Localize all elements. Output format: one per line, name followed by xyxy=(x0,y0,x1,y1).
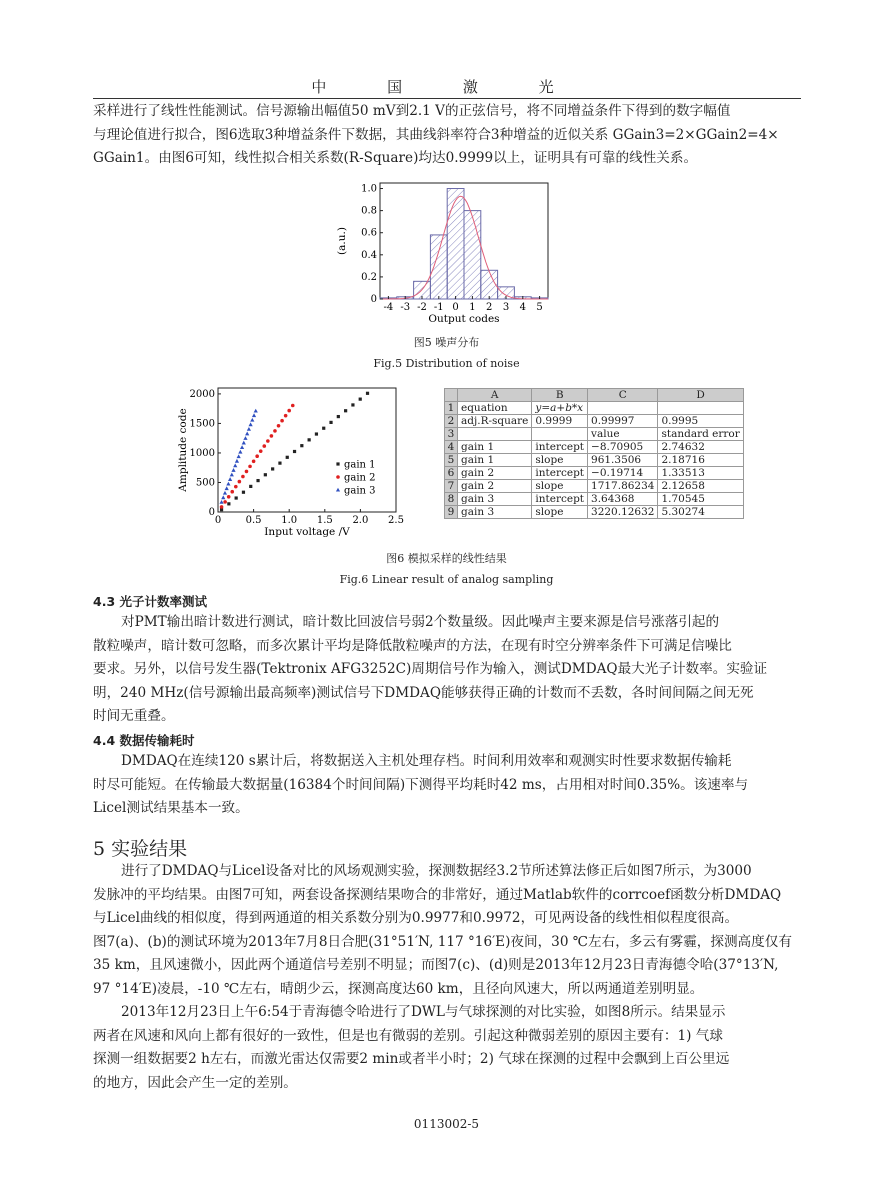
table-cell: intercept xyxy=(532,493,588,506)
legend-label: gain 2 xyxy=(344,472,376,484)
x-tick-label: -2 xyxy=(417,302,427,313)
table-cell: slope xyxy=(532,506,588,519)
table-cell: gain 2 xyxy=(458,480,532,493)
row-header: 7 xyxy=(445,480,458,493)
table-cell xyxy=(458,428,532,441)
table-row xyxy=(445,480,744,493)
text-line: 探测一组数据要2 h左右，而激光雷达仅需要2 min或者半小时；2) 气球在探测的过程中会飘到上百公里远 xyxy=(93,1051,730,1067)
histogram-bar xyxy=(430,235,447,299)
fig6-table xyxy=(444,388,744,519)
table-cell: 1.33513 xyxy=(658,467,743,480)
table-cell: gain 3 xyxy=(458,506,532,519)
table-cell: adj.R-square xyxy=(458,415,532,428)
data-point xyxy=(266,439,270,443)
y-tick-label: 0.8 xyxy=(361,205,377,217)
table-cell: intercept xyxy=(532,441,588,454)
data-point xyxy=(308,438,311,441)
section-5-heading: 5 实验结果 xyxy=(93,838,188,860)
data-point xyxy=(259,449,263,453)
data-point xyxy=(235,459,239,463)
text-line: 散粒噪声，暗计数可忽略，而多次累计平均是降低散粒噪声的方法，在现有时空分辨率条件下可满足信噪比 xyxy=(93,637,732,654)
data-point xyxy=(249,422,253,426)
table-cell: intercept xyxy=(532,467,588,480)
text-line: 要求。另外，以信号发生器(Tektronix AFG3252C)周期信号作为输入，测试DMDAQ最大光子计数率。实验证 xyxy=(93,661,768,677)
text-line: 明，240 MHz(信号源输出最高频率)测试信号下DMDAQ能够获得正确的计数而不丢数，各时间间隔之间无死 xyxy=(93,684,754,701)
x-tick-label: 2.5 xyxy=(388,515,404,526)
section-5-paragraph-2 xyxy=(93,1001,801,1095)
x-tick-label: -4 xyxy=(383,302,394,313)
journal-header: 中 国 激 光 xyxy=(311,78,582,96)
x-tick-label: -3 xyxy=(400,302,411,313)
fig5-histogram xyxy=(330,175,570,330)
table-cell: gain 1 xyxy=(458,441,532,454)
data-point xyxy=(250,418,254,422)
table-cell: 3.64368 xyxy=(588,493,658,506)
text-line: 97 °14′E)凌晨，-10 ℃左右，晴朗少云，探测高度达60 km，且径向风速大，所以两通道差别明显。 xyxy=(93,980,704,997)
data-point xyxy=(291,404,295,408)
table-cell xyxy=(532,428,588,441)
text-line: 与Licel曲线的相似度，得到两通道的相关系数分别为0.9977和0.9972，可见两设备的线性相似程度很高。 xyxy=(93,910,739,926)
data-point xyxy=(225,486,229,490)
data-point xyxy=(247,427,251,431)
y-tick-label: 500 xyxy=(195,477,215,489)
table-cell: y=a+b*x xyxy=(532,402,588,415)
x-axis-label: Output codes xyxy=(428,313,500,325)
fig5-caption-en: Fig.5 Distribution of noise xyxy=(373,357,520,370)
histogram-bar xyxy=(447,189,464,299)
y-tick-label: 1500 xyxy=(189,418,215,430)
data-point xyxy=(235,496,238,499)
data-point xyxy=(273,429,277,433)
column-header: D xyxy=(658,389,743,402)
intro-line: GGain1。由图6可知，线性拟合相关系数(R-Square)均达0.9999以上，证明具有可靠的线性关系。 xyxy=(93,150,698,166)
x-tick-label: -1 xyxy=(433,302,444,313)
data-point xyxy=(243,436,247,440)
table-cell: value xyxy=(588,428,658,441)
data-point xyxy=(351,403,354,406)
section-4-4-heading: 4.4 数据传输耗时 xyxy=(93,733,195,748)
histogram-bar xyxy=(464,211,481,299)
column-header: A xyxy=(458,389,532,402)
data-point xyxy=(223,491,227,495)
data-point xyxy=(242,441,246,445)
text-line: 时间无重叠。 xyxy=(93,708,175,724)
data-point xyxy=(248,465,252,469)
table-header-row xyxy=(445,389,744,402)
x-axis-label: Input voltage /V xyxy=(264,526,350,538)
x-tick-label: 2 xyxy=(486,302,493,313)
column-header: C xyxy=(588,389,658,402)
intro-line: 与理论值进行拟合，图6选取3种增益条件下数据，其曲线斜率符合3种增益的近似关系 GGain3=2×GGain2=4× xyxy=(93,126,779,143)
data-point xyxy=(293,450,296,453)
data-point xyxy=(280,419,284,423)
row-header: 3 xyxy=(445,428,458,441)
table-cell: 5.30274 xyxy=(658,506,743,519)
table-row xyxy=(445,467,744,480)
data-point xyxy=(231,468,235,472)
y-tick-label: 0.4 xyxy=(361,249,377,261)
fig6-scatter xyxy=(175,382,415,542)
y-tick-label: 1000 xyxy=(189,447,215,459)
x-tick-label: 0.5 xyxy=(245,515,262,526)
intro-paragraph xyxy=(93,100,801,171)
data-point xyxy=(219,500,223,504)
y-axis-label: (a.u.) xyxy=(336,227,348,255)
data-point xyxy=(256,479,259,482)
row-header: 8 xyxy=(445,493,458,506)
table-row xyxy=(445,454,744,467)
data-point xyxy=(227,495,231,499)
x-tick-label: 1.0 xyxy=(281,515,298,526)
data-point xyxy=(233,463,237,467)
data-point xyxy=(359,398,362,401)
data-point xyxy=(220,505,224,509)
table-row xyxy=(445,415,744,428)
data-point xyxy=(242,491,245,494)
x-tick-label: 3 xyxy=(502,302,510,313)
table-cell: equation xyxy=(458,402,532,415)
y-tick-label: 2000 xyxy=(189,388,215,400)
data-point xyxy=(277,424,281,428)
row-header: 2 xyxy=(445,415,458,428)
data-point xyxy=(230,490,234,494)
data-point xyxy=(344,409,347,412)
table-cell: gain 3 xyxy=(458,493,532,506)
section-4-3-heading: 4.3 光子计数率测试 xyxy=(93,594,207,609)
table-cell: gain 2 xyxy=(458,467,532,480)
data-point xyxy=(287,409,291,413)
data-point xyxy=(255,454,259,458)
section-4-4-paragraph xyxy=(93,750,801,821)
table-cell: 0.9999 xyxy=(532,415,588,428)
table-cell: slope xyxy=(532,480,588,493)
intro-line: 采样进行了线性性能测试。信号源输出幅值50 mV到2.1 V的正弦信号，将不同增益条件下得到的数字幅值 xyxy=(93,103,731,119)
table-cell: 2.74632 xyxy=(658,441,743,454)
table-row xyxy=(445,402,744,415)
x-tick-label: 1 xyxy=(469,302,476,313)
text-line: 两者在风速和风向上都有很好的一致性，但是也有微弱的差别。引起这种微弱差别的原因主要有：1) 气球 xyxy=(93,1027,723,1044)
data-point xyxy=(238,480,242,484)
x-tick-label: 2.0 xyxy=(352,515,369,526)
data-point xyxy=(329,421,332,424)
data-point xyxy=(226,482,230,486)
legend-label: gain 1 xyxy=(344,459,376,471)
y-axis-label: Amplitude code xyxy=(177,408,189,492)
table-cell: 0.99997 xyxy=(588,415,658,428)
data-point xyxy=(270,434,274,438)
table-cell: −8.70905 xyxy=(588,441,658,454)
text-line: 的地方，因此会产生一定的差别。 xyxy=(93,1074,297,1091)
text-line: 进行了DMDAQ与Licel设备对比的风场观测实验，探测数据经3.2节所述算法修正后如图7所示，为3000 xyxy=(121,863,752,879)
data-point xyxy=(228,477,232,481)
table-cell: gain 1 xyxy=(458,454,532,467)
data-point xyxy=(262,444,266,448)
data-point xyxy=(322,427,325,430)
legend-marker xyxy=(336,475,340,479)
x-tick-label: 1.5 xyxy=(316,515,333,526)
legend-marker xyxy=(336,488,340,492)
table-row xyxy=(445,428,744,441)
table-row xyxy=(445,493,744,506)
row-header: 5 xyxy=(445,454,458,467)
header-rule xyxy=(93,98,801,99)
y-tick-label: 0.2 xyxy=(361,271,377,283)
x-tick-label: 5 xyxy=(536,302,543,313)
y-tick-label: 0.6 xyxy=(361,227,377,239)
text-line: DMDAQ在连续120 s累计后，将数据送入主机处理存档。时间利用效率和观测实时性要求数据传输耗 xyxy=(121,753,732,769)
table-row xyxy=(445,441,744,454)
data-point xyxy=(286,456,289,459)
data-point xyxy=(300,444,303,447)
fig5-caption-cn: 图5 噪声分布 xyxy=(413,336,480,349)
column-header xyxy=(445,389,458,402)
table-cell: 2.18716 xyxy=(658,454,743,467)
data-point xyxy=(249,485,252,488)
data-point xyxy=(223,500,227,504)
fig6-table-wrap xyxy=(444,388,744,519)
row-header: 1 xyxy=(445,402,458,415)
text-line: 对PMT输出暗计数进行测试，暗计数比回波信号弱2个数量级。因此噪声主要来源是信号涨落引起的 xyxy=(121,614,720,630)
section-5-paragraph-1 xyxy=(93,860,801,1001)
table-cell: 2.12658 xyxy=(658,480,743,493)
table-cell: slope xyxy=(532,454,588,467)
table-cell: standard error xyxy=(658,428,743,441)
table-cell xyxy=(588,402,658,415)
data-point xyxy=(284,414,288,418)
data-point xyxy=(366,392,369,395)
table-cell: 0.9995 xyxy=(658,415,743,428)
row-header: 9 xyxy=(445,506,458,519)
row-header: 4 xyxy=(445,441,458,454)
data-point xyxy=(252,413,256,417)
data-point xyxy=(254,409,258,413)
table-cell: 3220.12632 xyxy=(588,506,658,519)
y-tick-label: 0 xyxy=(370,294,377,305)
table-cell xyxy=(658,402,743,415)
table-cell: −0.19714 xyxy=(588,467,658,480)
legend-label: gain 3 xyxy=(344,485,376,497)
table-row xyxy=(445,506,744,519)
page-number: 0113002-5 xyxy=(413,1117,480,1131)
data-point xyxy=(234,485,238,489)
text-line: 时尽可能短。在传输最大数据量(16384个时间间隔)下测得平均耗时42 ms，占用相对时间0.35%。该速率与 xyxy=(93,776,749,793)
legend-marker xyxy=(336,462,339,465)
text-line: 发脉冲的平均结果。由图7可知，两套设备探测结果吻合的非常好，通过Matlab软件的corrcoef函数分析DMDAQ xyxy=(93,886,782,903)
data-point xyxy=(245,470,249,474)
data-point xyxy=(230,473,234,477)
data-point xyxy=(337,415,340,418)
table-cell: 1717.86234 xyxy=(588,480,658,493)
data-point xyxy=(221,495,225,499)
section-4-3-paragraph xyxy=(93,611,801,729)
text-line: Licel测试结果基本一致。 xyxy=(93,800,249,816)
table-cell: 961.3506 xyxy=(588,454,658,467)
x-tick-label: 4 xyxy=(519,302,526,313)
text-line: 35 km，且风速微小，因此两个通道信号差别不明显；而图7(c)、(d)则是2013年12月23日青海德令哈(37°13′N, xyxy=(93,957,779,973)
text-line: 图7(a)、(b)的测试环境为2013年7月8日合肥(31°51′N, 117 °16′E)夜间，30 ℃左右，多云有雾霾，探测高度仅有 xyxy=(93,933,792,950)
y-tick-label: 1.0 xyxy=(361,183,377,195)
data-point xyxy=(238,450,242,454)
x-tick-label: 0 xyxy=(452,302,459,313)
data-point xyxy=(227,502,230,505)
data-point xyxy=(241,475,245,479)
data-point xyxy=(271,467,274,470)
text-line: 2013年12月23日上午6:54于青海德令哈进行了DWL与气球探测的对比实验，如图8所示。结果显示 xyxy=(121,1004,726,1020)
y-tick-label: 0 xyxy=(208,507,215,518)
data-point xyxy=(245,432,249,436)
x-tick-label: 0 xyxy=(214,515,222,526)
fig6-caption-cn: 图6 模拟采样的线性结果 xyxy=(386,552,507,565)
data-point xyxy=(252,459,256,463)
data-point xyxy=(237,454,241,458)
row-header: 6 xyxy=(445,467,458,480)
column-header: B xyxy=(532,389,588,402)
fig6-caption-en: Fig.6 Linear result of analog sampling xyxy=(339,573,554,586)
data-point xyxy=(315,432,318,435)
table-cell: 1.70545 xyxy=(658,493,743,506)
data-point xyxy=(264,473,267,476)
data-point xyxy=(240,445,244,449)
data-point xyxy=(278,462,281,465)
